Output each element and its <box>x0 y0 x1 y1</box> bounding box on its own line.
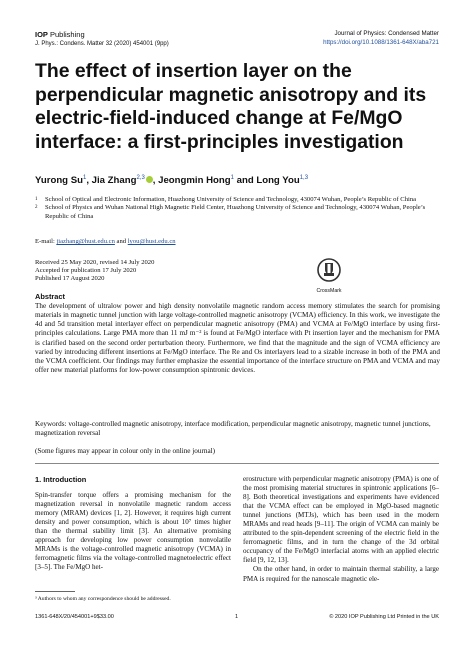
email-line: E-mail: jiazhang@hust.edu.cn and lyou@hust.edu.cn <box>35 238 176 245</box>
affiliation: 1 School of Optical and Electronic Information, Huazhong University of Science and Technology, 430074 Wuhan, People’s Republic of China <box>35 196 417 203</box>
citation: J. Phys.: Condens. Matter 32 (2020) 454001 (9pp) <box>35 41 169 47</box>
colour-note: (Some figures may appear in colour only in the online journal) <box>35 447 216 455</box>
publisher-logo: IOP Publishing <box>35 30 85 39</box>
right-column <box>243 475 439 584</box>
email-link[interactable]: jiazhang@hust.edu.cn <box>56 238 115 245</box>
author: Jia Zhang$^{2,3}$ , <box>91 175 159 187</box>
paragraph: erostructure with perpendicular magnetic anisotropy (PMA) is one of the most promising material structures in spintronic applications [6–8]. Both theoretical investigations and experiments have evidenced that the VCMA effect can be employed in MgO-based magnetic tunnel junctions (MTJs), which has been used in the modern MRAMs and read heads [9–11]. The origin of VCMA can mainly be attributed to the spin-dependent screening of the electric field in the ferromagnetic films, and in turn the change of the 3d orbital occupancy of the Fe/MgO interfacial atoms with an applied electric field [9, 12, 13]. <box>243 475 439 565</box>
footer-copyright: © 2020 IOP Publishing Ltd Printed in the UK <box>329 614 439 620</box>
author: Jeongmin Hong$^1$ and <box>158 175 257 187</box>
crossmark-label: CrossMark <box>316 288 342 294</box>
abstract-heading: Abstract <box>35 292 65 301</box>
footer-issn: 1361-648X/20/454001+9$33.00 <box>35 614 114 620</box>
header-right <box>323 30 439 46</box>
abstract-text: The development of ultralow power and high density nonvolatile magnetic random access memory stimulates the search for promising materials in magnetic tunnel junction with large voltage-controlled magnetic anisotropy (VCMA) efficiency. In this work, we investigate the 4d and 5d transition metal interlayer effect on perpendicular magnetic anisotropy (PMA) and VCMA at Fe/MgO interface by using first-principles calculations. Large PMA more than 11 mJ m⁻² is found at Fe/MgO interface with Pt insertion layer and the mechanism for PMA is clarified based on the second order perturbation theory. Furthermore, we find that the magnitude and the sign of VCMA efficiency are varied by introducing different insertions at Fe/MgO interface. The Re and Os interlayers lead to a sizable increase in both of the PMA and the VCMA coefficient. Our findings may further emphasize the essential importance of the interface structure on PMA and VCMA and may offer new material platforms for low-power consumption spintronic devices. <box>35 302 440 375</box>
section-heading: 1. Introduction <box>35 475 87 484</box>
published-date: Published 17 August 2020 <box>35 275 105 283</box>
author: Yurong Su$^1$, <box>35 175 92 187</box>
crossmark-badge[interactable] <box>311 258 347 294</box>
affiliation: 2 School of Physics and Wuhan National High Magnetic Field Center, Huazhong University of Science and Technology, 430074 Wuhan, People’s Republic of China <box>35 204 426 220</box>
affiliations <box>35 196 435 221</box>
paper-title: The effect of insertion layer on the perpendicular magnetic anisotropy and its electric-field-induced change at Fe/MgO interface: a first-principles investigation <box>35 60 427 153</box>
paragraph: On the other hand, in order to maintain thermal stability, a large PMA is required for the nanoscale magnetic ele- <box>243 565 439 583</box>
orcid-icon[interactable] <box>146 176 153 183</box>
doi-link[interactable]: https://doi.org/10.1088/1361-648X/aba721 <box>323 39 439 46</box>
received-date: Received 25 May 2020, revised 14 July 2020 <box>35 259 155 266</box>
header-left <box>35 30 169 47</box>
author-list <box>35 175 308 186</box>
top-bar <box>0 0 474 9</box>
journal-name: Journal of Physics: Condensed Matter <box>334 30 439 37</box>
section-divider <box>35 463 439 464</box>
footnote: ³ Authors to whom any correspondence should be addressed. <box>35 596 171 602</box>
paragraph: Spin-transfer torque offers a promising mechanism for the magnetization reversal in nonvolatile magnetic random access memory (MRAM) devices [1, 2]. However, it requires high current density and power consumption, which is about 10⁷ times higher than the thermal stability limit [3]. An alternative promising approach for developing low power consumption nonvolatile MRAMs is the voltage-controlled magnetic anisotropy (VCMA) in ferromagnetic films via the voltage-controlled magnetoelectric effect [3–5]. The Fe/MgO het- <box>35 491 231 572</box>
keywords: Keywords: voltage-controlled magnetic anisotropy, interface modification, perpendicular magnetic anisotropy, magnetic tunnel junctions, magnetization reversal <box>35 420 431 438</box>
author: Long You$^{1,3}$ <box>256 175 309 187</box>
crossmark-icon <box>317 258 341 282</box>
dates <box>35 259 154 284</box>
left-column <box>35 475 231 572</box>
accepted-date: Accepted for publication 17 July 2020 <box>35 267 137 275</box>
page-number: 1 <box>235 614 239 620</box>
footnote-divider <box>35 591 75 592</box>
email-link[interactable]: lyou@hust.edu.cn <box>127 238 176 245</box>
